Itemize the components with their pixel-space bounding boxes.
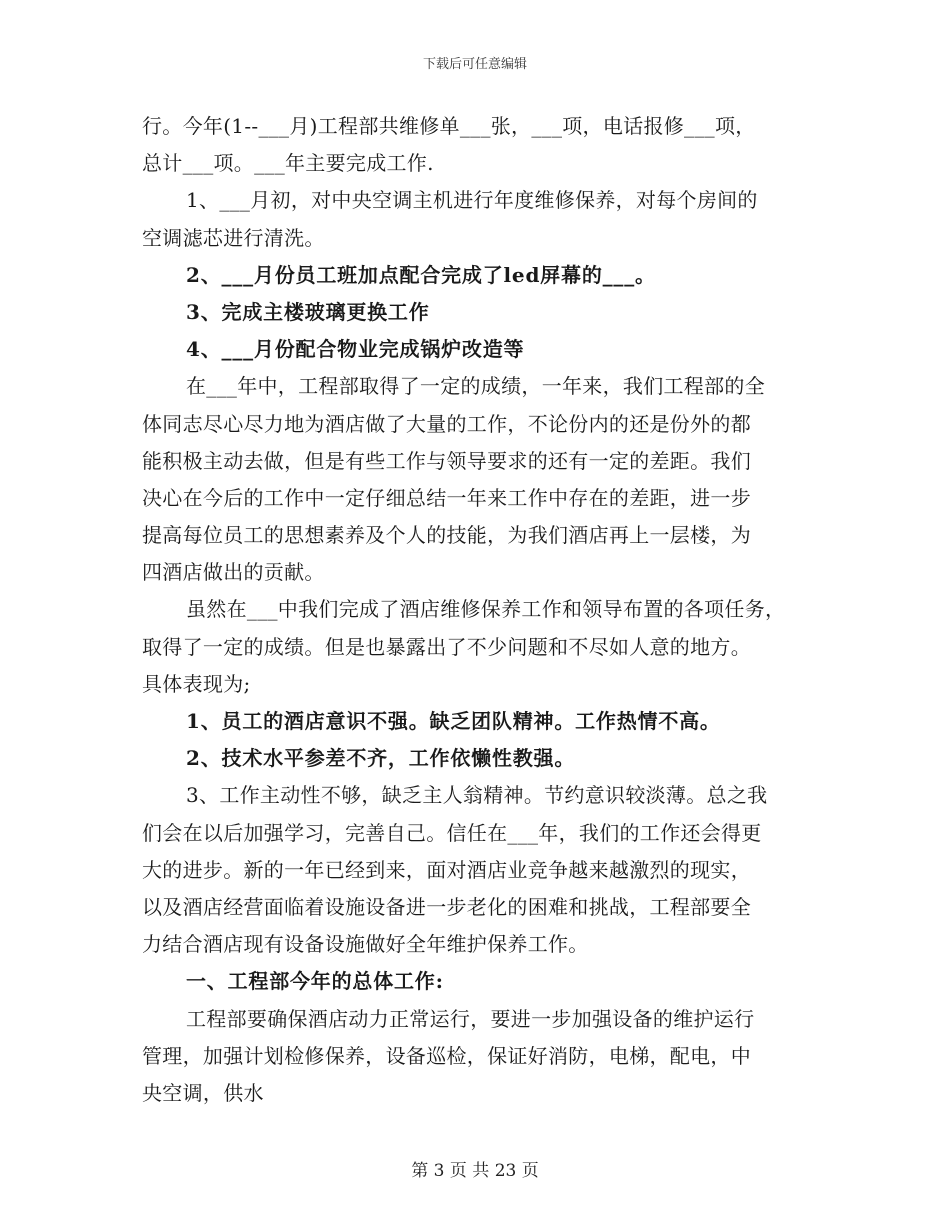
bold-text-line: 1、员工的酒店意识不强。缺乏团队精神。工作热情不高。 bbox=[186, 709, 721, 733]
page-header-note: 下载后可任意编辑 bbox=[422, 57, 527, 72]
text-line: 决心在今后的工作中一定仔细总结一年来工作中存在的差距，进一步 bbox=[142, 485, 751, 510]
text-line: 力结合酒店现有设备设施做好全年维护保养工作。 bbox=[142, 932, 589, 957]
text-line: 空调滤芯进行清洗。 bbox=[142, 225, 325, 250]
text-line: 行。今年(1--___月)工程部共维修单___张，___项，电话报修___项， bbox=[142, 114, 756, 138]
text-line: 取得了一定的成绩。但是也暴露出了不少问题和不尽如人意的地方。 bbox=[142, 634, 751, 659]
page-number-footer: 第 3 页 共 23 页 bbox=[411, 1161, 539, 1181]
bold-text-line: 2、___月份员工班加点配合完成了led屏幕的___。 bbox=[186, 262, 656, 287]
bold-text-line: 2、技术水平参差不齐，工作依懒性教强。 bbox=[186, 746, 576, 771]
text-line: 们会在以后加强学习，完善自己。信任在___年，我们的工作还会得更 bbox=[142, 820, 762, 845]
text-line: 3、工作主动性不够，缺乏主人翁精神。节约意识较淡薄。总之我 bbox=[186, 783, 768, 808]
text-line: 以及酒店经营面临着设施设备进一步老化的困难和挑战，工程部要全 bbox=[142, 894, 751, 919]
text-line: 提高每位员工的思想素养及个人的技能，为我们酒店再上一层楼，为 bbox=[142, 523, 751, 548]
text-line: 1、___月初，对中央空调主机进行年度维修保养，对每个房间的 bbox=[186, 188, 758, 213]
text-line: 体同志尽心尽力地为酒店做了大量的工作，不论份内的还是份外的都 bbox=[142, 411, 751, 436]
text-line: 虽然在___中我们完成了酒店维修保养工作和领导布置的各项任务， bbox=[186, 597, 786, 622]
text-line: 央空调，供水 bbox=[142, 1080, 264, 1105]
bold-text-line: 一、工程部今年的总体工作: bbox=[186, 969, 444, 994]
text-line: 四酒店做出的贡献。 bbox=[142, 560, 325, 585]
text-line: 大的进步。新的一年已经到来，面对酒店业竞争越来越激烈的现实， bbox=[142, 857, 751, 882]
text-line: 能积极主动去做，但是有些工作与领导要求的还有一定的差距。我们 bbox=[142, 448, 751, 473]
text-line: 总计___项。___年主要完成工作. bbox=[142, 151, 434, 176]
document-body bbox=[142, 108, 822, 1112]
text-line: 管理，加强计划检修保养，设备巡检，保证好消防，电梯，配电，中 bbox=[142, 1043, 751, 1068]
bold-text-line: 3、完成主楼玻璃更换工作 bbox=[186, 299, 430, 324]
text-line: 工程部要确保酒店动力正常运行，要进一步加强设备的维护运行 bbox=[186, 1006, 755, 1031]
text-line: 在___年中，工程部取得了一定的成绩，一年来，我们工程部的全 bbox=[186, 374, 765, 399]
bold-text-line: 4、___月份配合物业完成锅炉改造等 bbox=[186, 337, 525, 362]
text-line: 具体表现为; bbox=[142, 671, 251, 696]
